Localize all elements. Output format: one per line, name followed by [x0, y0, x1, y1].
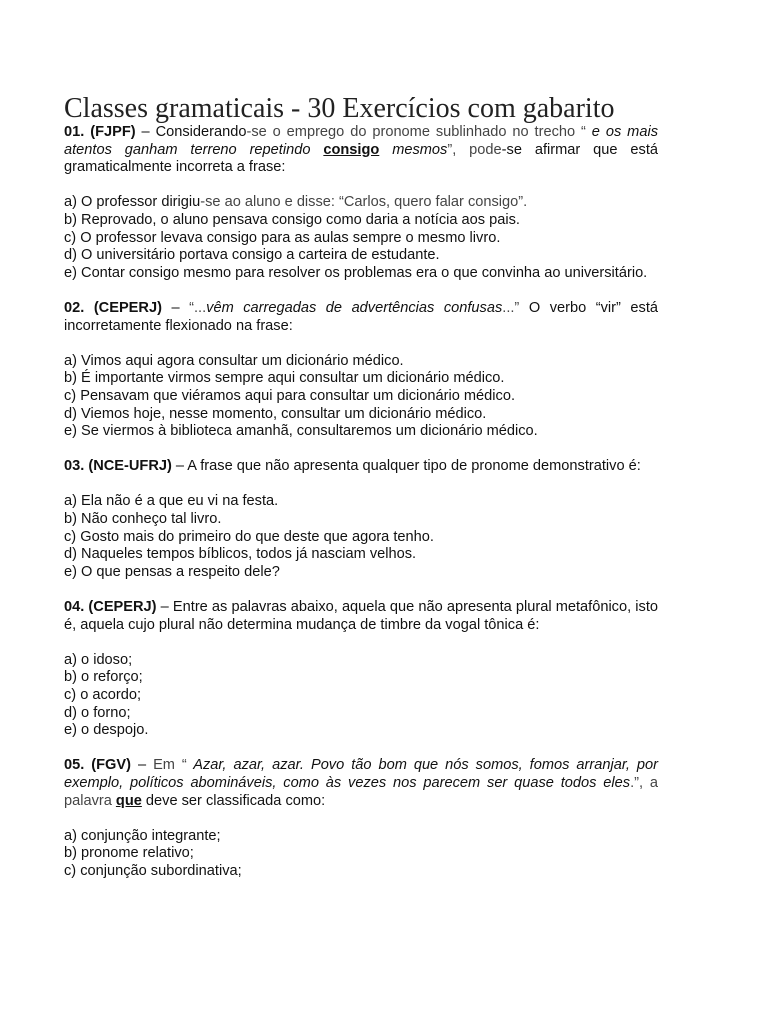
- question-number: 04. (CEPERJ): [64, 599, 157, 616]
- option: d) Viemos hoje, nesse momento, consultar um dicionário médico.: [64, 405, 487, 422]
- option: a) conjunção integrante;: [64, 827, 221, 844]
- option: b) Não conheço tal livro.: [64, 511, 222, 528]
- question-number: 01. (FJPF): [64, 124, 136, 140]
- question-1-statement: 01. (FJPF) – Considerando-se o emprego do pronome sublinhado no trecho “ e os mais atentos ganham terreno repetindo consigo mesmos”, pode-se afirmar que está gramaticalmente incorreta a frase:: [64, 124, 658, 176]
- option: e) Se viermos à biblioteca amanhã, consultaremos um dicionário médico.: [64, 423, 538, 440]
- question-5: [64, 757, 658, 880]
- option: c) conjunção subordinativa;: [64, 862, 242, 879]
- options-list: [64, 652, 658, 740]
- option: e) o despojo.: [64, 722, 149, 739]
- document-title: Classes gramaticais - 30 Exercícios com gabarito: [64, 93, 615, 124]
- option: d) Naqueles tempos bíblicos, todos já nasciam velhos.: [64, 546, 417, 563]
- options-list: [64, 353, 658, 441]
- option: b) É importante virmos sempre aqui consultar um dicionário médico.: [64, 370, 505, 387]
- question-number: 03. (NCE-UFRJ): [64, 458, 172, 475]
- question-4-statement: 04. (CEPERJ) – Entre as palavras abaixo, aquela que não apresenta plural metafônico, isto é, aquela cujo plural não determina mudança de timbre da vogal tônica é:: [64, 599, 658, 633]
- question-4: [64, 599, 658, 740]
- option: c) O professor levava consigo para as aulas sempre o mesmo livro.: [64, 229, 501, 246]
- underlined-word: que: [115, 792, 142, 809]
- option: a) O professor dirigiu-se ao aluno e disse: “Carlos, quero falar consigo”.: [64, 194, 528, 211]
- option: a) Vimos aqui agora consultar um dicionário médico.: [64, 352, 404, 369]
- option: b) o reforço;: [64, 669, 143, 686]
- option: c) Gosto mais do primeiro do que deste que agora tenho.: [64, 528, 434, 545]
- option: e) Contar consigo mesmo para resolver os problemas era o que convinha ao universitário.: [64, 264, 648, 281]
- question-5-statement: 05. (FGV) – Em “ Azar, azar, azar. Povo tão bom que nós somos, fomos arranjar, por exemplo, políticos abomináveis, como às vezes nos parecem ser quase todos eles.”, a palavra que deve ser classificada como:: [64, 757, 658, 809]
- question-3: [64, 458, 658, 581]
- question-3-statement: 03. (NCE-UFRJ) – A frase que não apresenta qualquer tipo de pronome demonstrativo é:: [64, 458, 641, 475]
- question-number: 05. (FGV): [64, 757, 131, 774]
- question-number: 02. (CEPERJ): [64, 299, 162, 316]
- options-list: [64, 194, 658, 282]
- option: e) O que pensas a respeito dele?: [64, 563, 280, 580]
- document-body: [64, 124, 658, 898]
- options-list: [64, 828, 658, 881]
- option: a) Ela não é a que eu vi na festa.: [64, 493, 279, 510]
- question-2: [64, 300, 658, 441]
- option: d) o forno;: [64, 704, 131, 721]
- question-2-statement: 02. (CEPERJ) – “...vêm carregadas de advertências confusas...” O verbo “vir” está incorretamente flexionado na frase:: [64, 299, 658, 334]
- option: c) o acordo;: [64, 687, 142, 703]
- option: c) Pensavam que viéramos aqui para consultar um dicionário médico.: [64, 387, 516, 404]
- option: d) O universitário portava consigo a carteira de estudante.: [64, 247, 440, 264]
- option: a) o idoso;: [64, 651, 133, 668]
- option: b) pronome relativo;: [64, 845, 194, 862]
- option: b) Reprovado, o aluno pensava consigo como daria a notícia aos pais.: [64, 211, 520, 228]
- underlined-pronoun: consigo: [323, 141, 380, 158]
- options-list: [64, 493, 658, 581]
- question-1: [64, 124, 658, 282]
